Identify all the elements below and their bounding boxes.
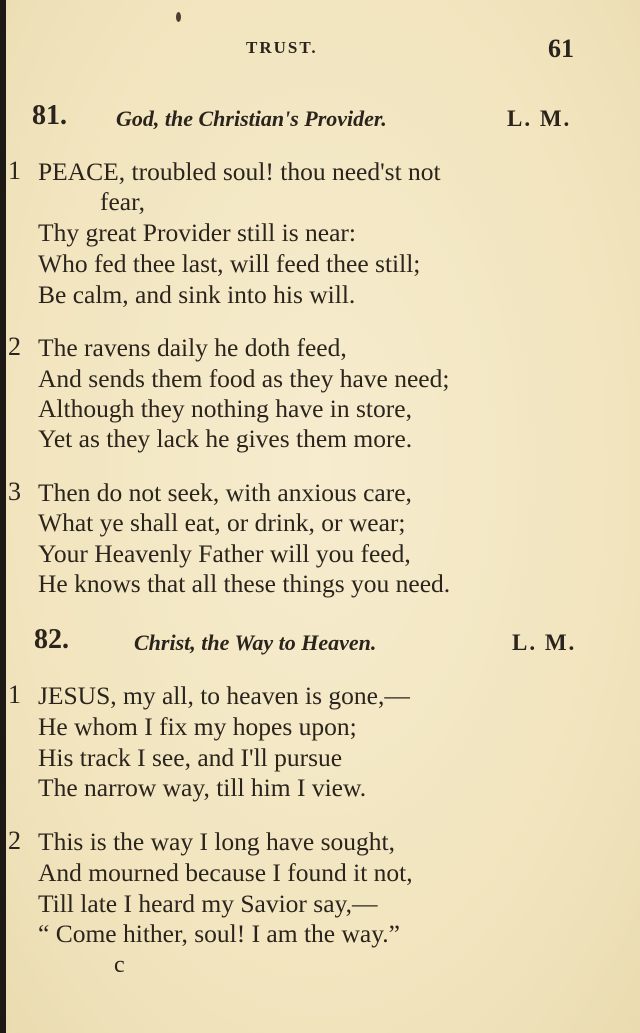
hymn-line: Till late I heard my Savior say,— (38, 889, 378, 918)
running-head (0, 34, 640, 63)
signature-mark: c (114, 952, 125, 978)
stanza-number: 3 (8, 477, 21, 506)
hymn-line: “ Come hither, soul! I am the way.” (38, 919, 401, 948)
stanza-number: 2 (8, 332, 21, 361)
hymn-meter: L. M. (512, 630, 577, 655)
stanza-number: 1 (8, 156, 21, 185)
hymn-header (0, 624, 640, 658)
hymn-line: Thy great Provider still is near: (38, 218, 356, 247)
ink-blot (176, 12, 181, 22)
hymn-line: PEACE, troubled soul! thou need'st not (38, 157, 441, 186)
page-edge-shadow (0, 0, 6, 1033)
hymn-line: Who fed thee last, will feed thee still; (38, 249, 421, 278)
hymn-number: 81. (32, 100, 67, 131)
hymn-line: The narrow way, till him I view. (38, 773, 367, 802)
page-number: 61 (548, 34, 574, 63)
stanza-number: 1 (8, 680, 21, 709)
hymn-line: And mourned because I found it not, (38, 858, 413, 887)
hymn-line: Your Heavenly Father will you feed, (38, 539, 411, 568)
hymn-header (0, 100, 640, 134)
hymn-line: Although they nothing have in store, (38, 394, 412, 423)
hymn-title: Christ, the Way to Heaven. (134, 630, 377, 655)
hymn-line: He whom I fix my hopes upon; (38, 712, 357, 741)
hymn-meter: L. M. (507, 106, 572, 131)
hymn-line: This is the way I long have sought, (38, 827, 395, 856)
hymn-line: JESUS, my all, to heaven is gone,— (38, 681, 410, 710)
hymn-line: He knows that all these things you need. (38, 569, 451, 598)
hymn-title: God, the Christian's Provider. (116, 106, 387, 131)
hymn-line: Yet as they lack he gives them more. (38, 424, 413, 453)
hymn-line: What ye shall eat, or drink, or wear; (38, 508, 406, 537)
hymn-line: Then do not seek, with anxious care, (38, 478, 412, 507)
hymn-line: And sends them food as they have need; (38, 364, 450, 393)
running-title: TRUST. (246, 38, 318, 57)
hymn-line: His track I see, and I'll pursue (38, 743, 343, 772)
hymn-line: fear, (100, 187, 145, 216)
hymn-line: Be calm, and sink into his will. (38, 280, 356, 309)
hymn-line: The ravens daily he doth feed, (38, 333, 347, 362)
hymn-number: 82. (34, 624, 69, 655)
stanza-number: 2 (8, 826, 21, 855)
